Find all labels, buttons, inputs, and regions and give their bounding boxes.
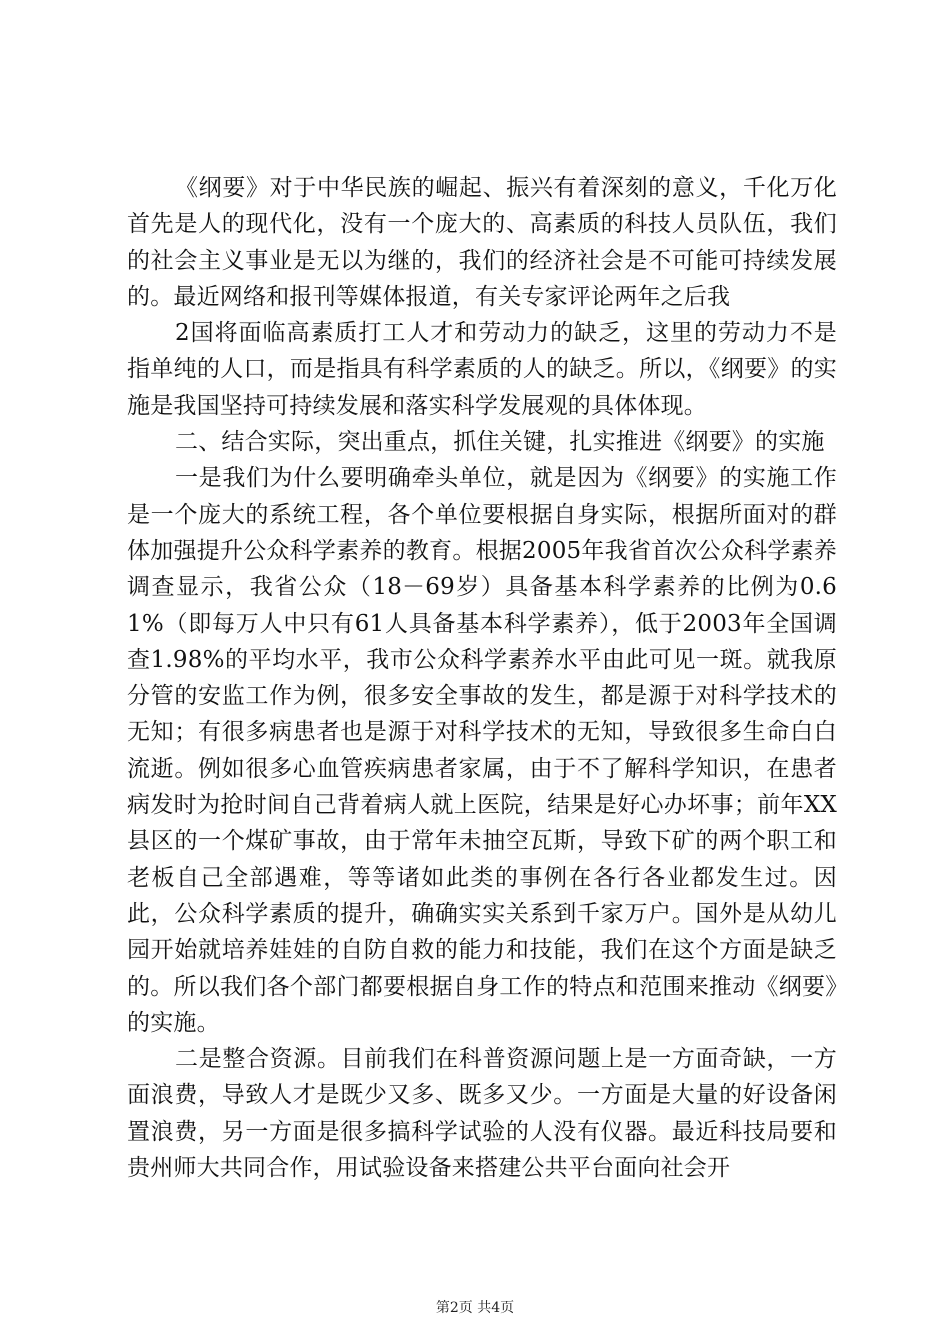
paragraph-1: 《纲要》对于中华民族的崛起、振兴有着深刻的意义，千化万化首先是人的现代化，没有一个庞大的、高素质的科技人员队伍，我们的社会主义事业是无以为继的，我们的经济社会是不可能可持续发展的。最近网络和报刊等媒体报道，有关专家评论两年之后我	[127, 175, 837, 310]
paragraph-2: 2国将面临高素质打工人才和劳动力的缺乏，这里的劳动力不是指单纯的人口，而是指具有科学素质的人的缺乏。所以，《纲要》的实施是我国坚持可持续发展和落实科学发展观的具体体现。	[127, 320, 837, 419]
paragraph-4: 二是整合资源。目前我们在科普资源问题上是一方面奇缺，一方面浪费，导致人才是既少又多、既多又少。一方面是大量的好设备闲置浪费，另一方面是很多搞科学试验的人没有仪器。最近科技局要和贵州师大共同合作，用试验设备来搭建公共平台面向社会开	[127, 1046, 837, 1182]
document-body	[127, 170, 837, 1186]
page-footer	[0, 1297, 950, 1317]
paragraph-3: 一是我们为什么要明确牵头单位，就是因为《纲要》的实施工作是一个庞大的系统工程，各个单位要根据自身实际，根据所面对的群体加强提升公众科学素养的教育。根据2005年我省首次公众科学素养调查显示，我省公众（18－69岁）具备基本科学素养的比例为0.61%（即每万人中只有61人具备基本科学素养），低于2003年全国调查1.98%的平均水平，我市公众科学素养水平由此可见一斑。就我原分管的安监工作为例，很多安全事故的发生，都是源于对科学技术的无知；有很多病患者也是源于对科学技术的无知，导致很多生命白白流逝。例如很多心血管疾病患者家属，由于不了解科学知识，在患者病发时为抢时间自己背着病人就上医院，结果是好心办坏事；前年XX县区的一个煤矿事故，由于常年未抽空瓦斯，导致下矿的两个职工和老板自己全部遇难，等等诸如此类的事例在各行各业都发生过。因此，公众科学素质的提升，确确实实关系到千家万户。国外是从幼儿园开始就培养娃娃的自防自救的能力和技能，我们在这个方面是缺乏的。所以我们各个部门都要根据自身工作的特点和范围来推动《纲要》的实施。	[127, 465, 837, 1036]
section-heading: 二、结合实际，突出重点，抓住关键，扎实推进《纲要》的实施	[175, 429, 825, 456]
page-number: 第2页 共4页	[435, 1300, 515, 1316]
